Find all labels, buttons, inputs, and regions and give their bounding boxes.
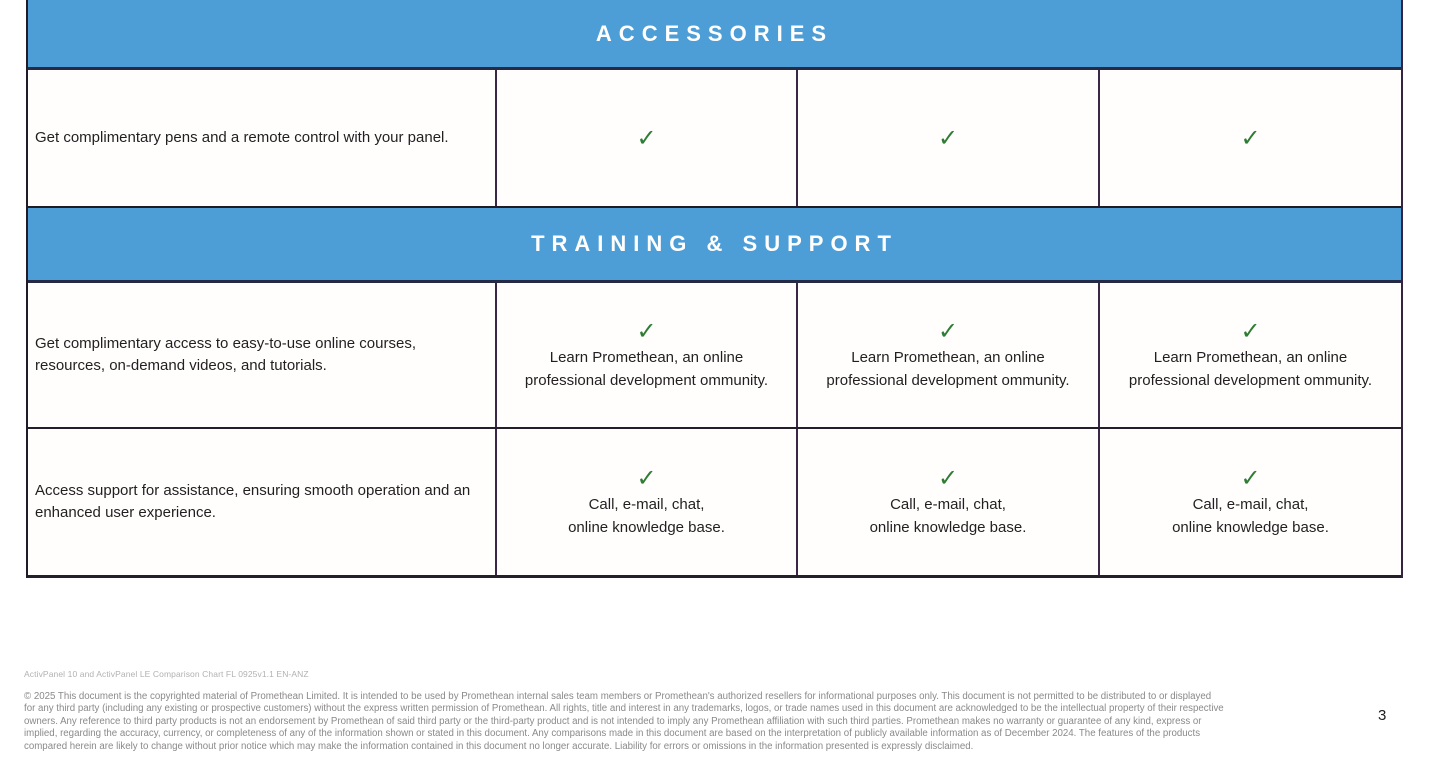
value-cell-col1 [497,70,798,206]
cell-note-line: Call, e-mail, chat, [1192,496,1309,513]
cell-note-line: Learn Promethean, an online [851,349,1045,366]
value-cell-col1 [497,283,798,427]
legal-line: owners. Any reference to third party products is not an endorsement by Promethean of said third party or the third-party product and is not intended to imply any Promethean affiliation with such third parties. Promethean makes no warranty or guarantee of any kind, express or [24,715,1202,727]
legal-line: for any third party (including any existing or prospective customers) without the express written permission of Promethean. All rights, title and interest in any trademarks, logos, or trade names used in this document are acknowledged to be the intellectual property of their respective [24,703,1224,715]
section-header-training-support [28,208,1401,283]
feature-cell [28,70,497,206]
table-row-support-access [28,429,1401,578]
value-cell-col3 [1100,283,1401,427]
check-icon: ✓ [636,317,657,345]
cell-note-line: professional development ommunity. [524,372,769,389]
cell-note-line: online knowledge base. [869,519,1027,536]
value-cell-col3 [1100,70,1401,206]
document-reference: ActivPanel 10 and ActivPanel LE Comparison Chart FL 0925v1.1 EN-ANZ [24,669,309,679]
feature-cell [28,429,497,575]
cell-note-line: professional development ommunity. [1128,372,1373,389]
cell-note-line: online knowledge base. [568,519,725,536]
page-number: 3 [1378,707,1387,724]
check-icon: ✓ [1240,464,1261,492]
comparison-table [26,0,1403,578]
value-cell-col1 [497,429,798,575]
value-cell-col2 [798,283,1100,427]
check-icon: ✓ [937,464,959,492]
cell-note-line: Learn Promethean, an online [1153,349,1348,366]
value-cell-col3 [1100,429,1401,575]
cell-note-line: online knowledge base. [1172,519,1329,536]
table-row-accessories-pens [28,70,1401,208]
section-header-label: TRAINING & SUPPORT [531,231,898,256]
table-row-online-courses [28,283,1401,429]
section-header-accessories [28,0,1401,70]
value-cell-col2 [798,429,1100,575]
check-icon: ✓ [937,124,959,152]
value-cell-col2 [798,70,1100,206]
legal-line: implied, regarding the accuracy, currency, or completeness of any of the information shown or stated in this document. Any comparisons made in this document are based on the interpretation of publicly available information as of December 2024. The features of the products [24,728,1201,740]
feature-text: Get complimentary pens and a remote control with your panel. [35,129,449,146]
cell-note-line: Call, e-mail, chat, [890,496,1006,513]
check-icon: ✓ [1240,317,1261,345]
feature-text: Get complimentary access to easy-to-use online courses, resources, on-demand videos, and tutorials. [35,335,416,374]
check-icon: ✓ [1240,124,1261,152]
feature-cell [28,283,497,427]
legal-line: © 2025 This document is the copyrighted material of Promethean Limited. It is intended to be used by Promethean internal sales team members or Promethean's authorized resellers for informational purposes only. This document is not permitted to be distributed to or displayed [24,691,1212,702]
feature-text: Access support for assistance, ensuring smooth operation and an enhanced user experience. [35,482,471,521]
cell-note-line: professional development ommunity. [826,372,1070,389]
check-icon: ✓ [636,124,657,152]
check-icon: ✓ [636,464,657,492]
cell-note-line: Learn Promethean, an online [549,349,744,366]
section-header-label: ACCESSORIES [595,20,834,46]
legal-line: compared herein are likely to change without prior notice which may make the information contained in this document no longer accurate. Liability for errors or omissions in the information presented is expressly disclaimed. [24,740,974,752]
legal-disclaimer [24,691,1224,753]
cell-note-line: Call, e-mail, chat, [588,496,705,513]
check-icon: ✓ [937,317,959,345]
